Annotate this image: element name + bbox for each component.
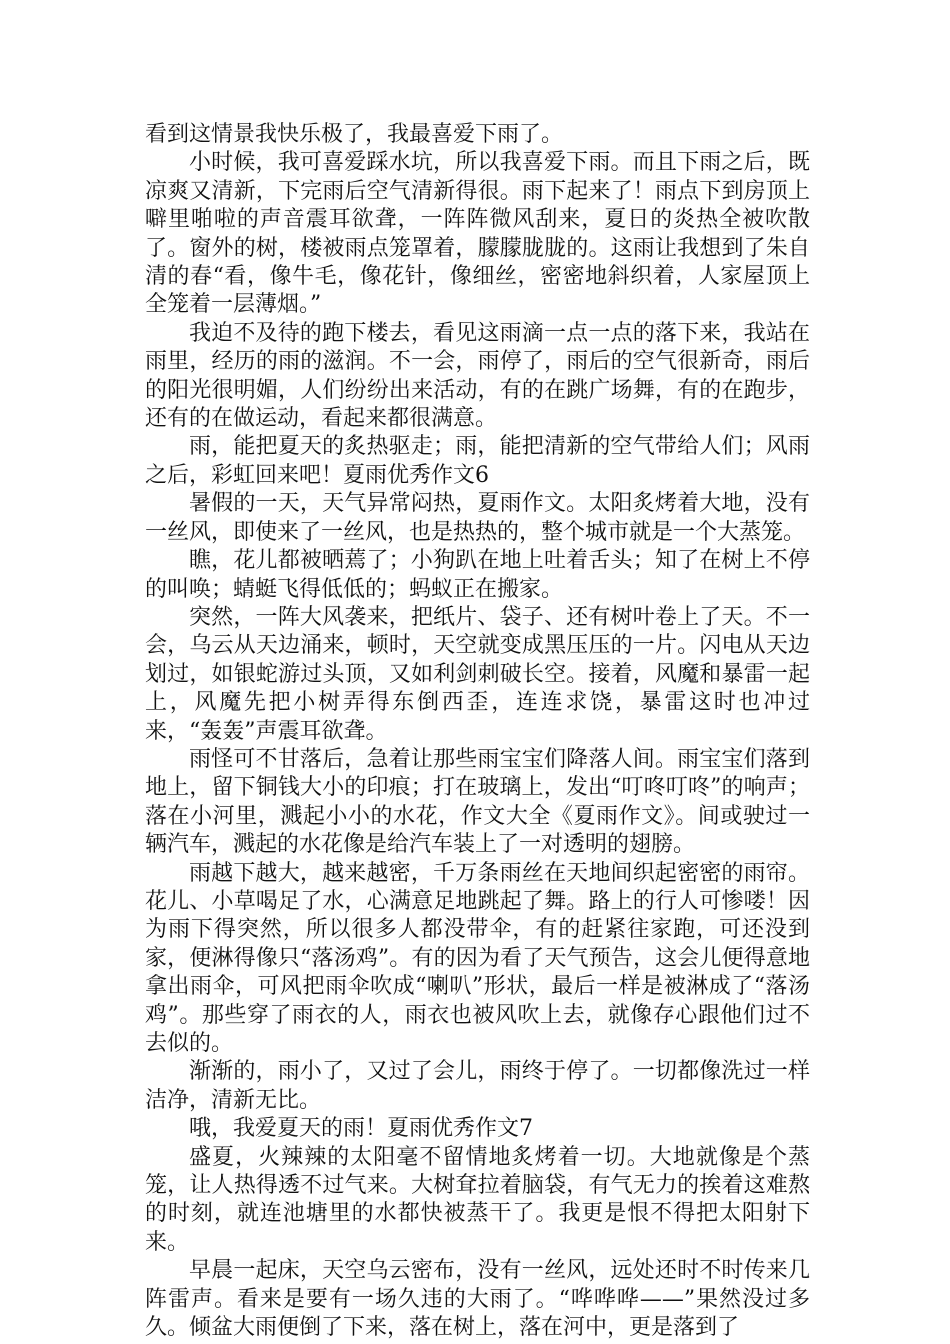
paragraph: 看到这情景我快乐极了，我最喜爱下雨了。 <box>145 122 564 147</box>
paragraph: 渐渐的，雨小了，又过了会儿，雨终于停了。一切都像洗过一样洁净，清新无比。 <box>145 1059 810 1113</box>
paragraph: 雨怪可不甘落后，急着让那些雨宝宝们降落人间。雨宝宝们落到地上，留下铜钱大小的印痕；打在玻璃上，发出“叮咚叮咚”的响声；落在小河里，溅起小小的水花，作文大全《夏雨作文》。间或驶过一辆汽车，溅起的水花像是给汽车装上了一对透明的翅膀。 <box>145 746 810 858</box>
paragraph: 瞧，花儿都被晒蔫了；小狗趴在地上吐着舌头；知了在树上不停的叫唤；蜻蜓飞得低低的；蚂蚁正在搬家。 <box>145 548 810 602</box>
paragraph: 小时候，我可喜爱踩水坑，所以我喜爱下雨。而且下雨之后，既凉爽又清新，下完雨后空气清新得很。雨下起来了！雨点下到房顶上噼里啪啦的声音震耳欲聋，一阵阵微风刮来，夏日的炎热全被吹散了。窗外的树，楼被雨点笼罩着，朦朦胧胧的。这雨让我想到了朱自清的春“看，像牛毛，像花针，像细丝，密密地斜织着，人家屋顶上全笼着一层薄烟。” <box>145 150 810 318</box>
paragraph: 哦，我爱夏天的雨！夏雨优秀作文7 <box>189 1116 533 1142</box>
paragraph: 雨越下越大，越来越密，千万条雨丝在天地间织起密密的雨帘。花儿、小草喝足了水，心满意足地跳起了舞。路上的行人可惨喽！因为雨下得突然，所以很多人都没带伞，有的赶紧往家跑，可还没到家，便淋得像只“落汤鸡”。有的因为看了天气预告，这会儿便得意地拿出雨伞，可风把雨伞吹成“喇叭”形状，最后一样是被淋成了“落汤鸡”。那些穿了雨衣的人，雨衣也被风吹上去，就像存心跟他们过不去似的。 <box>145 860 810 1056</box>
paragraph: 我迫不及待的跑下楼去，看见这雨滴一点一点的落下来，我站在雨里，经历的雨的滋润。不一会，雨停了，雨后的空气很新奇，雨后的阳光很明媚，人们纷纷出来活动，有的在跳广场舞，有的在跑步，还有的在做运动，看起来都很满意。 <box>145 320 810 432</box>
document-page <box>145 121 810 1342</box>
paragraph: 暑假的一天，天气异常闷热，夏雨作文。太阳炙烤着大地，没有一丝风，即使来了一丝风，也是热热的，整个城市就是一个大蒸笼。 <box>145 491 810 545</box>
paragraph: 突然，一阵大风袭来，把纸片、袋子、还有树叶卷上了天。不一会，乌云从天边涌来，顿时，天空就变成黑压压的一片。闪电从天边划过，如银蛇游过头顶，又如利剑刺破长空。接着，风魔和暴雷一起上，风魔先把小树弄得东倒西歪，连连求饶，暴雷这时也冲过来，“轰轰”声震耳欲聋。 <box>145 604 810 744</box>
paragraph: 早晨一起床，天空乌云密布，没有一丝风，远处还时不时传来几阵雷声。看来是要有一场久违的大雨了。“哗哗哗——”果然没过多久。倾盆大雨便倒了下来，落在树上，落在河中，更是落到了 <box>145 1258 810 1341</box>
paragraph: 盛夏，火辣辣的太阳毫不留情地炙烤着一切。大地就像是个蒸笼，让人热得透不过气来。大树耷拉着脑袋，有气无力的挨着这难熬的时刻，就连池塘里的水都快被蒸干了。我更是恨不得把太阳射下来。 <box>145 1144 810 1255</box>
paragraph: 雨，能把夏天的炙热驱走；雨，能把清新的空气带给人们；风雨之后，彩虹回来吧！夏雨优秀作文6 <box>145 434 810 488</box>
